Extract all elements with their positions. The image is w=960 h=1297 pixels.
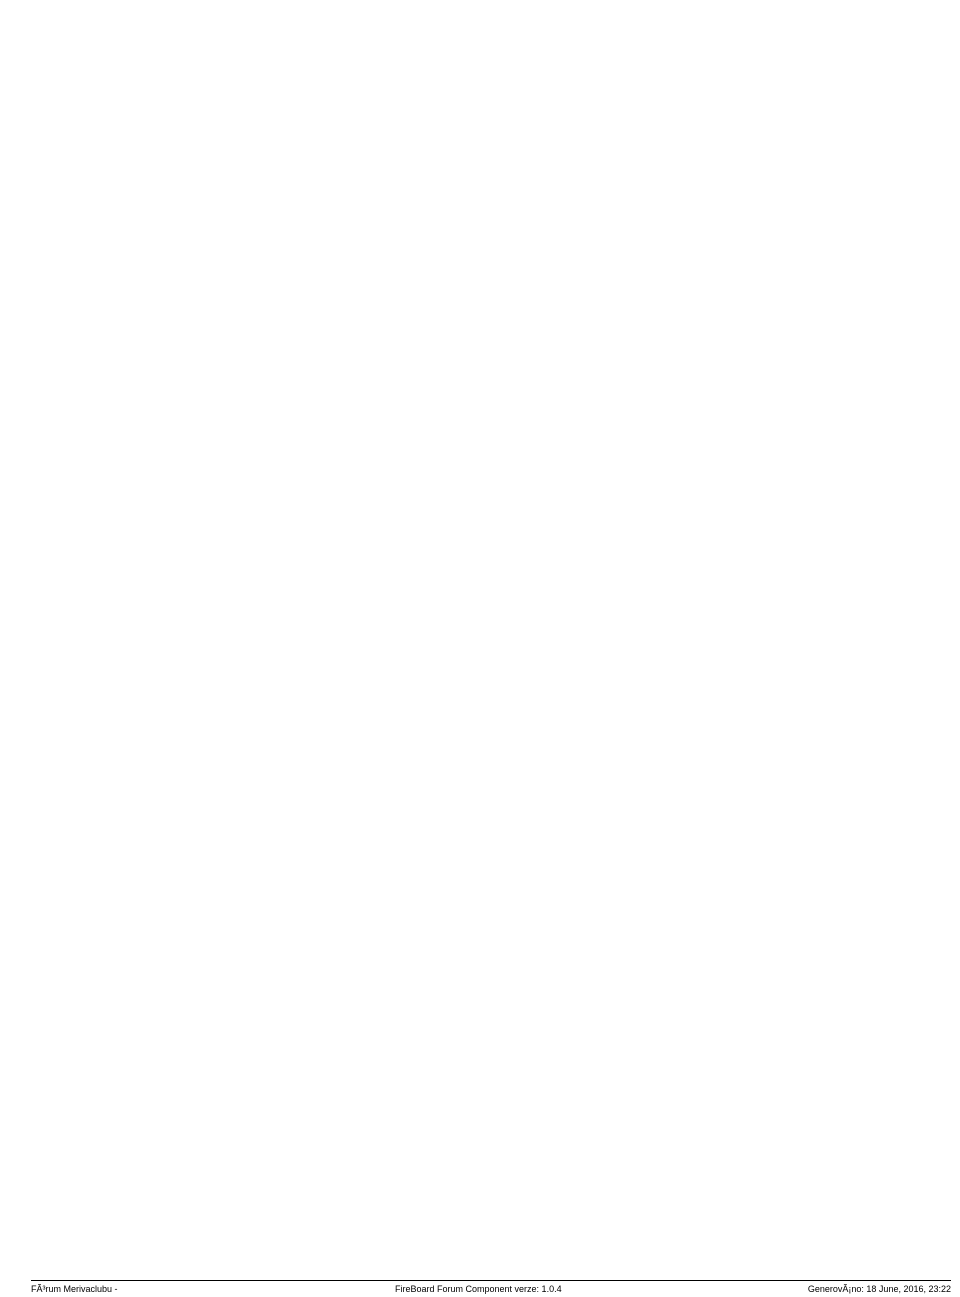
footer-divider <box>31 1280 951 1281</box>
footer-site-name: FÃ³rum Merivaclubu - <box>31 1284 118 1294</box>
footer-generated-date: GenerovÃ¡no: 18 June, 2016, 23:22 <box>807 1284 951 1294</box>
footer-component-version: FireBoard Forum Component verze: 1.0.4 <box>395 1284 562 1294</box>
